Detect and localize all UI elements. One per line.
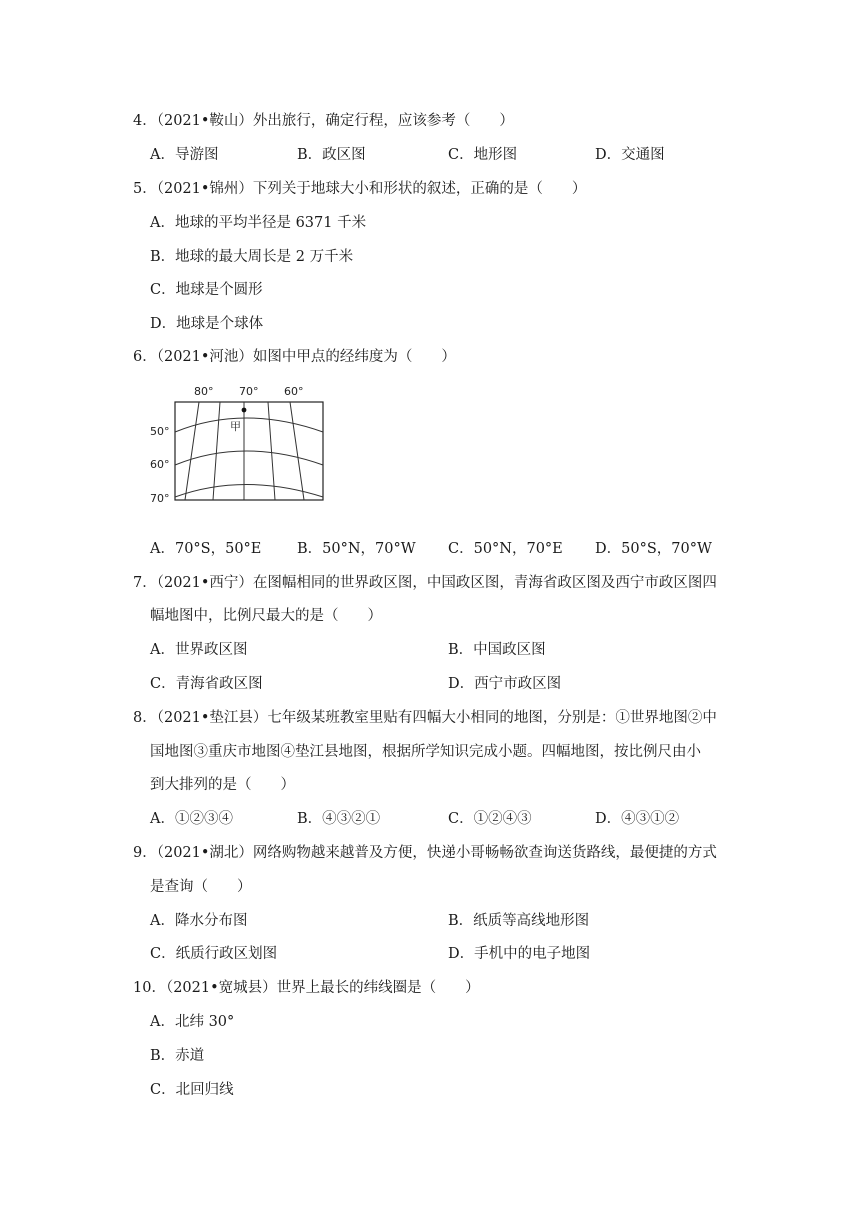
q10-option-a: A．北纬 30° [150, 1014, 235, 1030]
parallel-70 [175, 485, 323, 498]
question-10-stem: 10．（2021•宽城县）世界上最长的纬线圈是（ ） [133, 980, 480, 996]
question-9-stem-line-1: 9．（2021•湖北）网络购物越来越普及方便，快递小哥畅畅欲查询送货路线，最便捷的方式 [133, 845, 717, 861]
q5-option-c: C．地球是个圆形 [150, 282, 263, 298]
q6-option-d: D．50°S，70°W [595, 541, 712, 557]
point-jia-label: 甲 [230, 420, 241, 433]
question-9-stem-line-2: 是查询（ ） [150, 879, 252, 895]
q7-option-b: B．中国政区图 [448, 642, 546, 658]
q9-option-c: C．纸质行政区划图 [150, 946, 278, 962]
q4-option-b: B．政区图 [297, 147, 366, 163]
question-8-stem-line-3: 到大排列的是（ ） [150, 777, 295, 793]
question-8-stem-line-1: 8．（2021•垫江县）七年级某班教室里贴有四幅大小相同的地图，分别是：①世界地图②中 [133, 710, 717, 726]
question-7-stem-line-2: 幅地图中，比例尺最大的是（ ） [150, 608, 382, 624]
q7-option-c: C．青海省政区图 [150, 676, 263, 692]
q6-option-c: C．50°N，70°E [448, 541, 563, 557]
parallel-60 [175, 451, 323, 465]
q5-option-a: A．地球的平均半径是 6371 千米 [150, 215, 367, 231]
q9-option-d: D．手机中的电子地图 [448, 946, 591, 962]
question-5-stem: 5．（2021•锦州）下列关于地球大小和形状的叙述，正确的是（ ） [133, 181, 587, 197]
meridian-85 [185, 402, 199, 500]
q6-option-b: B．50°N，70°W [297, 541, 416, 557]
q9-option-a: A．降水分布图 [150, 913, 248, 929]
question-8-stem-line-2: 国地图③重庆市地图④垫江县地图，根据所学知识完成小题。四幅地图，按比例尺由小 [150, 744, 701, 760]
q10-option-c: C．北回归线 [150, 1082, 234, 1098]
q4-option-c: C．地形图 [448, 147, 518, 163]
q6-option-a: A．70°S，50°E [150, 541, 262, 557]
lon-label-60: 60° [284, 385, 304, 398]
q5-option-d: D．地球是个球体 [150, 316, 264, 332]
point-jia-marker [242, 408, 247, 413]
parallel-50 [175, 418, 323, 432]
q8-option-c: C．①②④③ [448, 811, 532, 827]
q5-option-b: B．地球的最大周长是 2 万千米 [150, 249, 354, 265]
q4-option-d: D．交通图 [595, 147, 665, 163]
lon-label-70: 70° [239, 385, 259, 398]
lat-label-50: 50° [150, 425, 170, 438]
lon-label-80: 80° [194, 385, 214, 398]
lat-lon-grid-figure [150, 380, 330, 508]
q8-option-b: B．④③②① [297, 811, 381, 827]
meridian-80 [213, 402, 220, 500]
q7-option-d: D．西宁市政区图 [448, 676, 562, 692]
q9-option-b: B．纸质等高线地形图 [448, 913, 590, 929]
q8-option-d: D．④③①② [595, 811, 680, 827]
question-4-stem: 4．（2021•鞍山）外出旅行，确定行程，应该参考（ ） [133, 113, 514, 129]
meridian-55 [290, 402, 304, 500]
q8-option-a: A．①②③④ [150, 811, 233, 827]
question-7-stem-line-1: 7．（2021•西宁）在图幅相同的世界政区图，中国政区图，青海省政区图及西宁市政区图四 [133, 575, 717, 591]
q4-option-a: A．导游图 [150, 147, 219, 163]
lat-label-70: 70° [150, 492, 170, 505]
q10-option-b: B．赤道 [150, 1048, 205, 1064]
lat-label-60: 60° [150, 458, 170, 471]
q7-option-a: A．世界政区图 [150, 642, 248, 658]
question-6-stem: 6．（2021•河池）如图中甲点的经纬度为（ ） [133, 349, 456, 365]
